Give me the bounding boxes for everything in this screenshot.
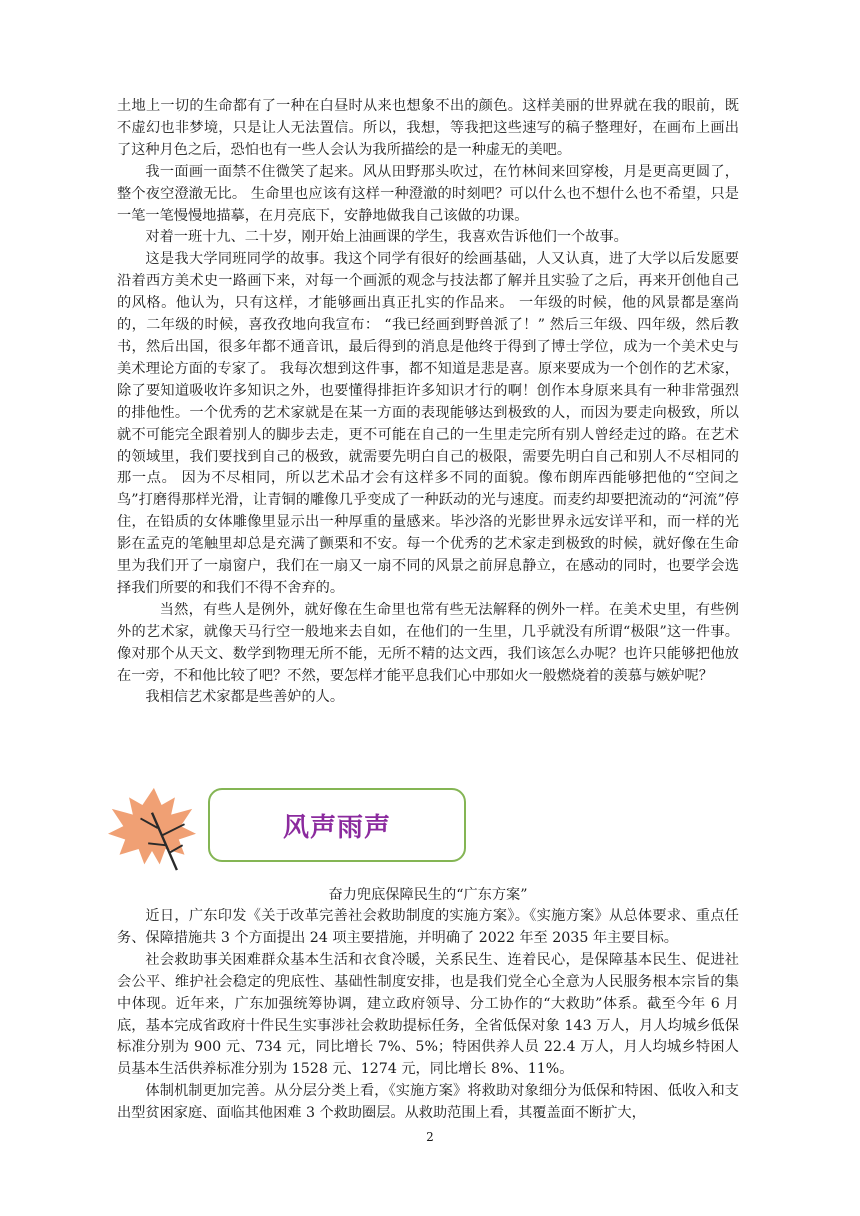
section-header [104, 780, 484, 870]
paragraph: 这是我大学同班同学的故事。我这个同学有很好的绘画基础，人又认真，进了大学以后发愿要沿着西方美术史一路画下来，对每一个画派的观念与技法都了解并且实验了之后，再来开创他自己的风格。他认为，只有这样，才能够画出真正扎实的作品来。 一年级的时候，他的风景都是塞尚的，二年级的时候，喜孜孜地向我宣布： “我已经画到野兽派了！” 然后三年级、四年级，然后教书，然后出国，很多年都不通音讯，最后得到的消息是他终于得到了博士学位，成为一个美术史与美术理论方面的专家了。 我每次想到这件事，都不知道是悲是喜。原来要成为一个创作的艺术家，除了要知道吸收许多知识之外，也要懂得排拒许多知识才行的啊！创作本身原来具有一种非常强烈的排他性。一个优秀的艺术家就是在某一方面的表现能够达到极致的人，而因为要走向极致，所以就不可能完全跟着别人的脚步去走，更不可能在自己的一生里走完所有别人曾经走过的路。在艺术的领域里，我们要找到自己的极致，就需要先明白自己的极限，需要先明白自己和别人不尽相同的那一点。 因为不尽相同，所以艺术品才会有这样多不同的面貌。像布朗库西能够把他的“空间之鸟”打磨得那样光滑，让青铜的雕像几乎变成了一种跃动的光与速度。而麦约却要把流动的“河流”停住，在铅质的女体雕像里显示出一种厚重的量感来。毕沙洛的光影世界永远安详平和，而一样的光影在孟克的笔触里却总是充满了颤栗和不安。每一个优秀的艺术家走到极致的时候，就好像在生命里为我们开了一扇窗户，我们在一扇又一扇不同的风景之前屏息静立，在感动的同时，也要学会选择我们所要的和我们不得不舍弃的。 [117, 251, 739, 596]
paragraph: 对着一班十九、二十岁，刚开始上油画课的学生，我喜欢告诉他们一个故事。 [145, 229, 628, 246]
section-title: 风声雨声 [282, 812, 391, 843]
paragraph: 社会救助事关困难群众基本生活和衣食冷暖，关系民生、连着民心，是保障基本民生、促进社会公平、维护社会稳定的兜底性、基础性制度安排，也是我们党全心全意为人民服务根本宗旨的集中体现。近年来，广东加强统筹协调，建立政府领导、分工协作的“大救助”体系。截至今年 6 月底，基本完成省政府十件民生实事涉社会救助提标任务，全省低保对象 143 万人，月人均城乡低保标准分别为 900 元、734 元，同比增长 7%、5%；特困供养人员 22.4 万人，月人均城乡特困人员基本生活供养标准分别为 1528 元、1274 元，同比增长 8%、11%。 [117, 951, 739, 1078]
paragraph: 我一面画一面禁不住微笑了起来。风从田野那头吹过，在竹林间来回穿梭，月是更高更圆了，整个夜空澄澈无比。 生命里也应该有这样一种澄澈的时刻吧？可以什么也不想什么也不希望，只是一笔一笔慢慢地描摹，在月亮底下，安静地做我自己该做的功课。 [117, 163, 739, 224]
page-number: 2 [426, 1130, 434, 1144]
essay-text [117, 96, 739, 709]
maple-leaf-icon [104, 784, 200, 872]
paragraph: 近日，广东印发《关于改革完善社会救助制度的实施方案》。《实施方案》从总体要求、重点任务、保障措施共 3 个方面提出 24 项主要措施，并明确了 2022 年至 2035 年主要目标。 [117, 908, 739, 946]
section-title-box [208, 788, 466, 862]
article-title: 奋力兜底保障民生的“广东方案” [328, 887, 528, 903]
paragraph: 土地上一切的生命都有了一种在白昼时从来也想象不出的颜色。这样美丽的世界就在我的眼前，既不虚幻也非梦境，只是让人无法置信。所以，我想，等我把这些速写的稿子整理好，在画布上画出了这种月色之后，恐怕也有一些人会认为我所描绘的是一种虚无的美吧。 [117, 98, 739, 158]
paragraph: 体制机制更加完善。从分层分类上看，《实施方案》将救助对象细分为低保和特困、低收入和支出型贫困家庭、面临其他困难 3 个救助圈层。从救助范围上看，其覆盖面不断扩大， [117, 1083, 739, 1122]
news-text [117, 906, 739, 1125]
paragraph: 我相信艺术家都是些善妒的人。 [145, 689, 345, 706]
paragraph: 当然，有些人是例外，就好像在生命里也常有些无法解释的例外一样。在美术史里，有些例外的艺术家，就像天马行空一般地来去自如，在他们的一生里，几乎就没有所谓“极限”这一件事。像对那个从天文、数学到物理无所不能，无所不精的达文西，我们该怎么办呢？也许只能够把他放在一旁，不和他比较了吧？不然，要怎样才能平息我们心中那如火一般燃烧着的羡慕与嫉妒呢？ [117, 601, 739, 684]
